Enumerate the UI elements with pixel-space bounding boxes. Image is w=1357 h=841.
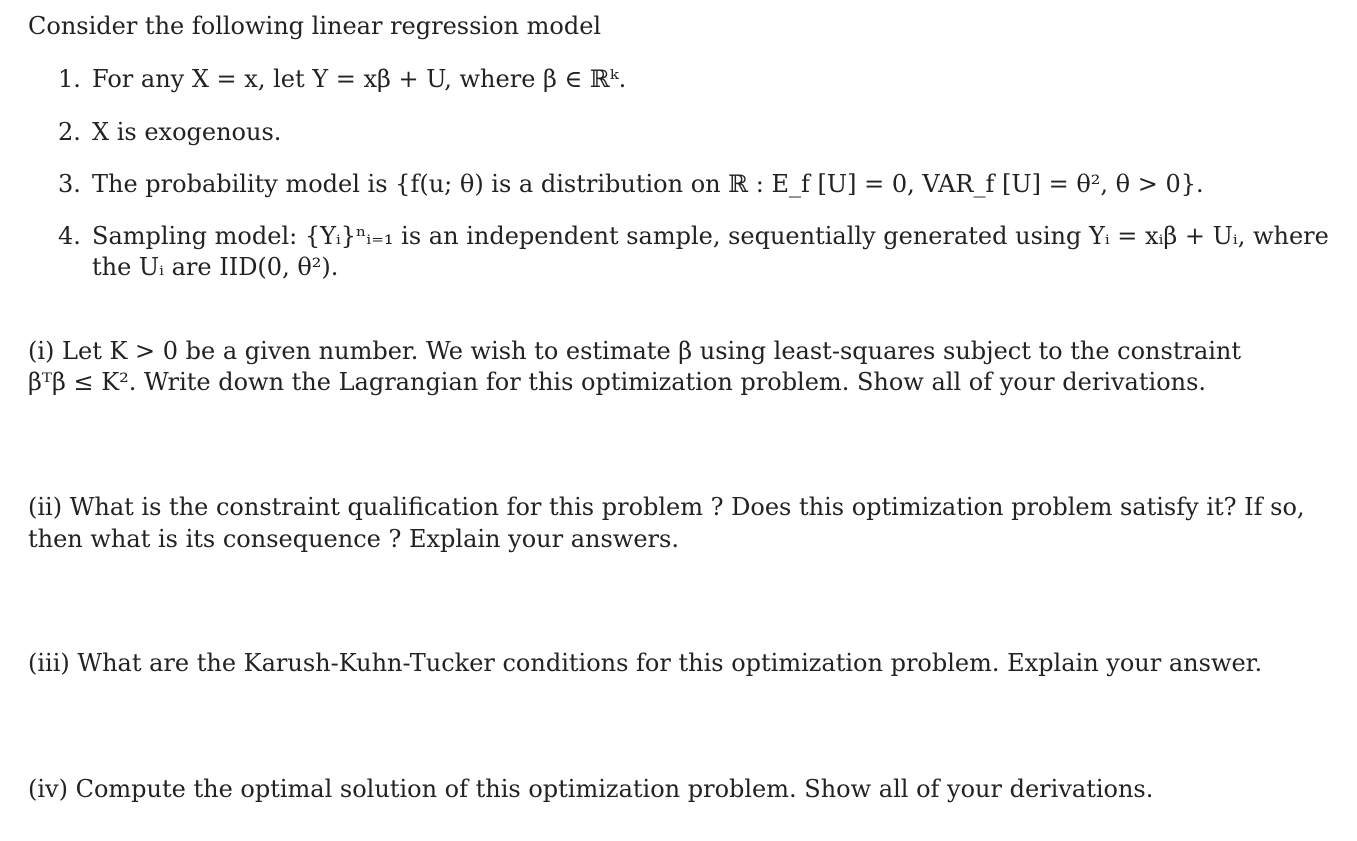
item-4-text-line2: the Uᵢ are IID(0, θ²). <box>92 253 339 281</box>
intro-text: Consider the following linear regression model <box>28 12 602 40</box>
question-iii-label: (iii) <box>28 649 70 677</box>
question-i-line2: βᵀβ ≤ K². Write down the Lagrangian for this optimization problem. Show all of your derivations. <box>28 368 1207 396</box>
question-ii-line1 <box>28 495 1305 519</box>
question-i-line1 <box>28 339 1241 363</box>
question-iii-line1 <box>28 651 1262 675</box>
question-iv-line1 <box>28 777 1153 801</box>
item-4-text-line1: Sampling model: {Yᵢ}ⁿᵢ₌₁ is an independent sample, sequentially generated using Yᵢ = xᵢβ + Uᵢ, where <box>92 222 1329 250</box>
item-4-number: 4. <box>58 222 81 250</box>
question-ii-label: (ii) <box>28 493 63 521</box>
item-2-text: X is exogenous. <box>92 118 282 146</box>
question-iv-text: Compute the optimal solution of this optimization problem. Show all of your derivations. <box>75 775 1154 803</box>
item-1-number: 1. <box>58 65 81 93</box>
item-2-number: 2. <box>58 118 81 146</box>
question-ii-line2: then what is its consequence ? Explain your answers. <box>28 525 679 553</box>
item-3-number: 3. <box>58 170 81 198</box>
question-ii-text-1: What is the constraint qualification for this problem ? Does this optimization problem satisfy it? If so, <box>69 493 1305 521</box>
item-1-text: For any X = x, let Y = xβ + U, where β ∈ ℝᵏ. <box>92 65 627 93</box>
question-iv-label: (iv) <box>28 775 68 803</box>
item-3-text: The probability model is {f(u; θ) is a distribution on ℝ : E_f [U] = 0, VAR_f [U] = θ², θ > 0}. <box>92 170 1204 198</box>
question-iii-text: What are the Karush-Kuhn-Tucker conditions for this optimization problem. Explain your answer. <box>77 649 1263 677</box>
question-i-text-1: Let K > 0 be a given number. We wish to estimate β using least-squares subject to the constraint <box>62 337 1242 365</box>
question-i-label: (i) <box>28 337 55 365</box>
